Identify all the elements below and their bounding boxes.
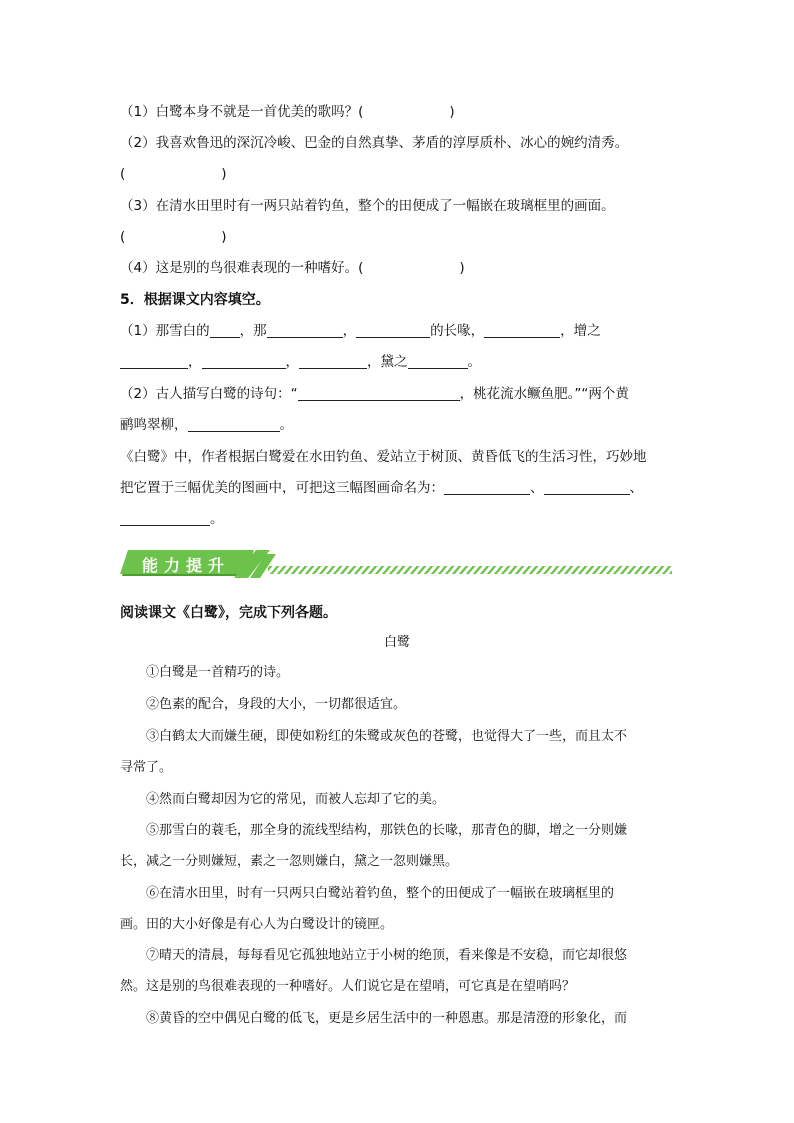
blank[interactable] [298,386,460,401]
blank[interactable] [188,417,280,432]
passage-paragraph-6: ⑥在清水田里，时有一只两只白鹭站着钓鱼，整个的田便成了一幅嵌在玻璃框里的 [146,886,615,901]
passage-paragraph-6-cont: 画。田的大小好像是有心人为白鹭设计的镜匣。 [120,917,394,932]
question-4-2 [120,133,628,153]
naming-line-1: 《白鹭》中，作者根据白鹭爱在水田钓鱼、爱站立于树顶、黄昏低飞的生活习性，巧妙地 [120,449,647,465]
passage-paragraph-7-cont: 然。这是别的鸟很难表现的一种嗜好。人们说它是在望哨，可它真是在望哨吗？ [120,979,576,994]
naming-line-2: 把它置于三幅优美的图画中，可把这三幅图画命名为： 、 、 [120,480,643,496]
passage-paragraph-3-cont: 寻常了。 [120,760,173,775]
blank[interactable] [120,354,188,369]
poem-line-2: 鹂鸣翠柳， 。 [120,417,293,433]
passage-paragraph-5: ⑤那雪白的蓑毛，那全身的流线型结构，那铁色的长喙，那青色的脚，增之一分则嫌 [146,823,628,838]
naming-line-3: 。 [120,509,224,529]
blank[interactable] [356,323,430,338]
blank[interactable] [299,354,367,369]
fill-blank-line-1: （1）那雪白的 ，那 ， 的长喙， ，增之 [120,323,601,339]
poem-line-1: （2）古人描写白鹭的诗句：“ ，桃花流水鳜鱼肥。”“两个黄 [120,386,629,402]
section-5-title: 5．根据课文内容填空。 [120,292,270,308]
passage-paragraph-7: ⑦晴天的清晨，每每看见它孤独地站立于小树的绝顶，看来像是不安稳，而它却很悠 [146,948,628,963]
question-text: （1）白鹭本身不就是一首优美的歌吗？( [120,104,364,120]
question-4-1 [120,102,455,122]
blank[interactable] [484,323,560,338]
question-text: （3）在清水田里时有一两只站着钓鱼，整个的田便成了一幅嵌在玻璃框里的画面。 [120,198,615,214]
passage-paragraph-3: ③白鹤太大而嫌生硬，即使如粉红的朱鹭或灰色的苍鹭，也觉得大了一些，而且太不 [146,729,628,744]
passage-paragraph-8: ⑧黄昏的空中偶见白鹭的低飞，更是乡居生活中的一种恩惠。那是清澄的形象化，而 [146,1011,628,1026]
passage-paragraph-4: ④然而白鹭却因为它的常见，而被人忘却了它的美。 [146,792,446,807]
question-text: （4）这是别的鸟很难表现的一种嗜好。( [120,260,364,276]
blank[interactable] [544,480,630,495]
question-text: （2）我喜欢鲁迅的深沉冷峻、巴金的自然真挚、茅盾的淳厚质朴、冰心的婉约清秀。 [120,135,629,151]
blank[interactable] [202,354,286,369]
answer-paren-4-3[interactable]: ( ) [120,229,227,245]
section-banner [120,544,676,584]
passage-title: 白鹭 [384,635,411,650]
question-4-3 [120,196,615,216]
blank[interactable] [120,511,210,526]
blank[interactable] [210,323,240,338]
passage-paragraph-1: ①白鹭是一首精巧的诗。 [146,665,290,680]
paren-close: ) [449,104,455,120]
passage-paragraph-5-cont: 长，减之一分则嫌短，素之一忽则嫌白，黛之一忽则嫌黑。 [120,854,459,869]
blank[interactable] [408,354,468,369]
fill-blank-line-2: ， ， ，黛之 。 [120,352,481,372]
blank[interactable] [444,480,530,495]
passage-paragraph-2: ②色素的配合，身段的大小，一切都很适宜。 [146,697,407,712]
answer-paren-4-2[interactable]: ( ) [120,166,227,182]
question-4-4: （4）这是别的鸟很难表现的一种嗜好。( ) [120,260,465,276]
reading-instruction: 阅读课文《白鹭》，完成下列各题。 [120,605,337,621]
blank[interactable] [267,323,343,338]
banner-label: 能力提升 [142,556,231,575]
